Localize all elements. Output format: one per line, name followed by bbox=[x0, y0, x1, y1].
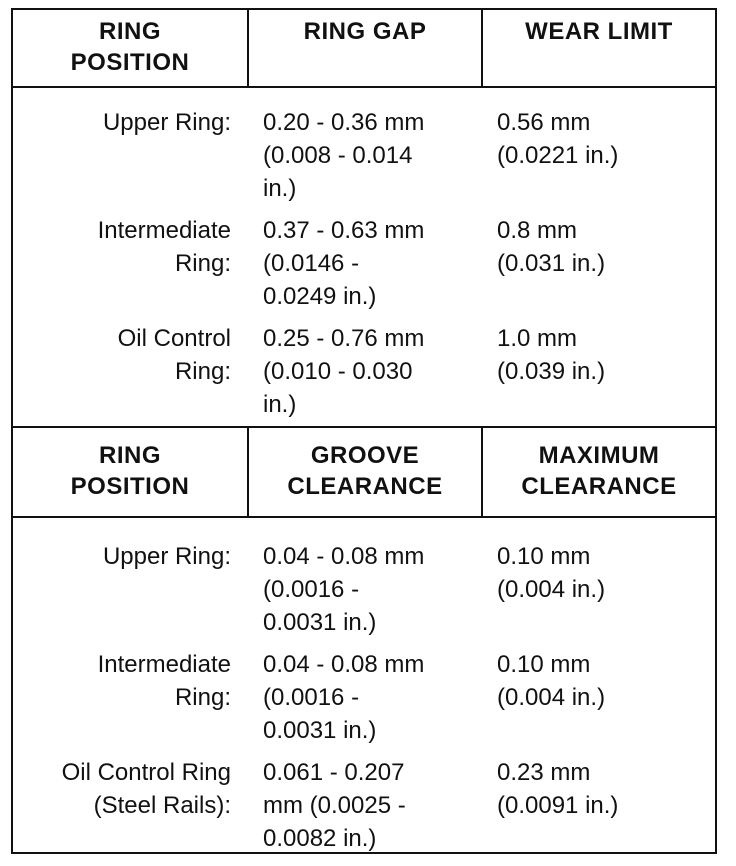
ring-position-header: RING POSITION bbox=[70, 442, 190, 500]
ring-gap-header-row bbox=[13, 10, 715, 88]
ring-gap-rows bbox=[13, 106, 715, 430]
groove-clearance-cell: 0.04 - 0.08 mm (0.0016 - 0.0031 in.) bbox=[263, 651, 425, 744]
table-row bbox=[13, 540, 715, 648]
table-row bbox=[13, 648, 715, 756]
wear-limit-cell: 0.56 mm (0.0221 in.) bbox=[497, 109, 619, 169]
ring-gap-section bbox=[13, 10, 715, 426]
ring-gap-cell: 0.37 - 0.63 mm (0.0146 - 0.0249 in.) bbox=[263, 217, 425, 310]
groove-clearance-header: GROOVE CLEARANCE bbox=[247, 428, 481, 516]
table-row bbox=[13, 756, 715, 864]
ring-gap-cell: 0.25 - 0.76 mm (0.010 - 0.030 in.) bbox=[263, 325, 425, 418]
table-row bbox=[13, 214, 715, 322]
ring-position-cell: Oil Control Ring: bbox=[117, 325, 231, 385]
maximum-clearance-header: MAXIMUM CLEARANCE bbox=[481, 428, 715, 516]
spec-table bbox=[11, 8, 717, 854]
maximum-clearance-cell: 0.10 mm (0.004 in.) bbox=[497, 543, 606, 603]
ring-gap-header: RING GAP bbox=[247, 10, 481, 86]
groove-clearance-rows bbox=[13, 540, 715, 864]
groove-clearance-cell: 0.04 - 0.08 mm (0.0016 - 0.0031 in.) bbox=[263, 543, 425, 636]
ring-position-cell: Upper Ring: bbox=[102, 109, 231, 136]
ring-gap-cell: 0.20 - 0.36 mm (0.008 - 0.014 in.) bbox=[263, 109, 425, 202]
groove-clearance-cell: 0.061 - 0.207 mm (0.0025 - 0.0082 in.) bbox=[263, 759, 406, 852]
maximum-clearance-cell: 0.23 mm (0.0091 in.) bbox=[497, 759, 619, 819]
table-row bbox=[13, 322, 715, 430]
ring-position-header: RING POSITION bbox=[70, 18, 190, 76]
wear-limit-header: WEAR LIMIT bbox=[481, 10, 715, 86]
ring-position-cell: Oil Control Ring (Steel Rails): bbox=[61, 759, 231, 819]
ring-position-cell: Upper Ring: bbox=[102, 543, 231, 570]
table-row bbox=[13, 106, 715, 214]
ring-position-cell: Intermediate Ring: bbox=[97, 217, 231, 277]
groove-clearance-header-row bbox=[13, 428, 715, 518]
ring-position-cell: Intermediate Ring: bbox=[97, 651, 231, 711]
wear-limit-cell: 1.0 mm (0.039 in.) bbox=[497, 325, 606, 385]
groove-clearance-section bbox=[13, 426, 715, 854]
maximum-clearance-cell: 0.10 mm (0.004 in.) bbox=[497, 651, 606, 711]
wear-limit-cell: 0.8 mm (0.031 in.) bbox=[497, 217, 606, 277]
